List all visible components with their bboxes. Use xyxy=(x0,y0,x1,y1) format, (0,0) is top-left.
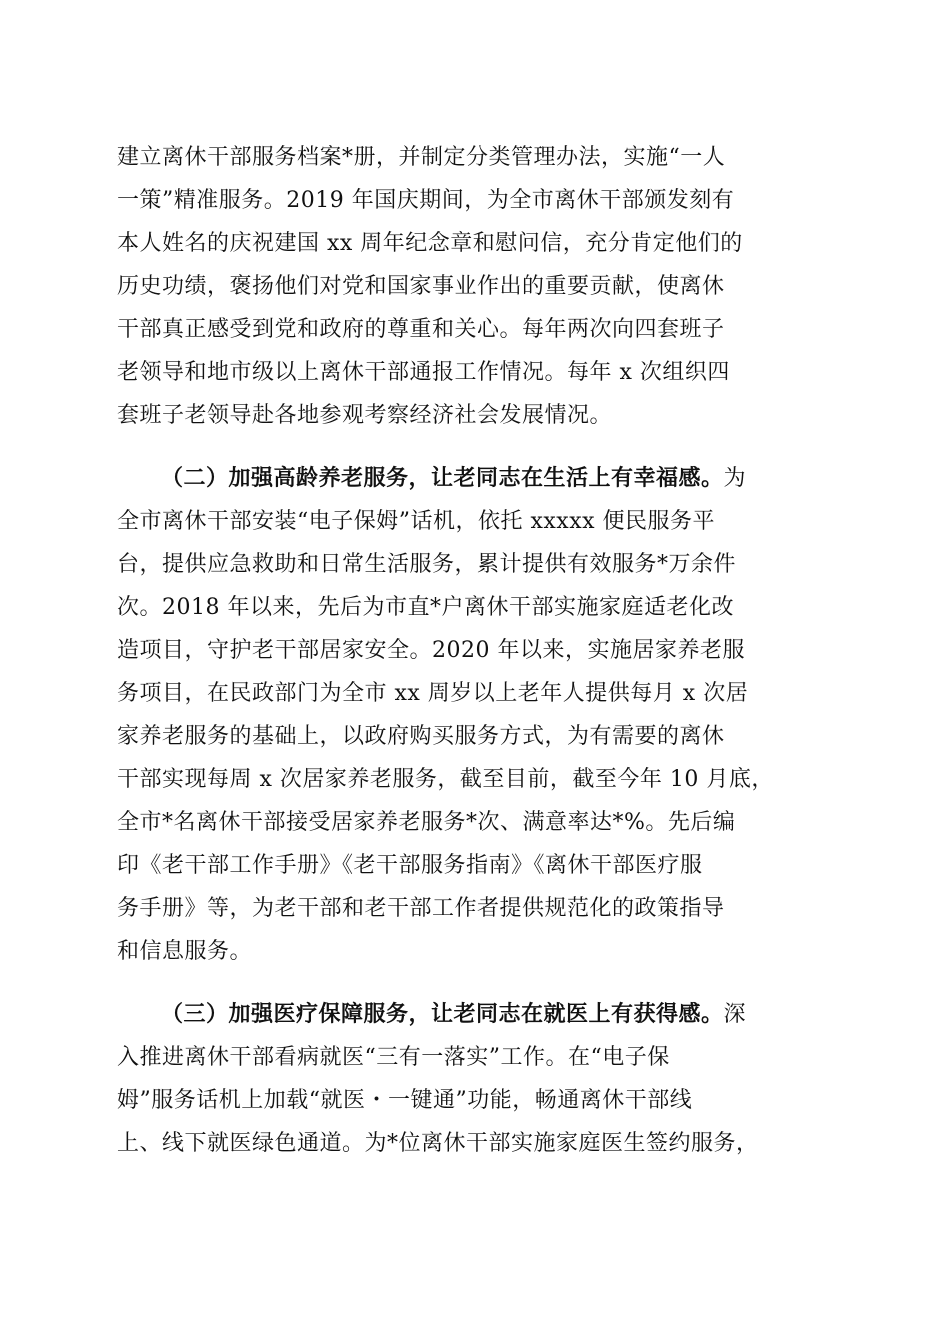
text-line: 上、线下就医绿色通道。为*位离休干部实施家庭医生签约服务， xyxy=(117,1131,759,1156)
paragraph-2 xyxy=(117,457,833,973)
paragraph-3-first-line xyxy=(117,993,833,1036)
paragraph-3 xyxy=(117,993,833,1165)
text-line: 老领导和地市级以上离休干部通报工作情况。每年 x 次组织四 xyxy=(117,360,730,385)
text-line: 干部实现每周 x 次居家养老服务，截至目前，截至今年 10 月底， xyxy=(117,767,774,792)
document-body xyxy=(117,136,833,1165)
text-line: 干部真正感受到党和政府的尊重和关心。每年两次向四套班子 xyxy=(117,317,725,342)
text-line: 务手册》等，为老干部和老干部工作者提供规范化的政策指导 xyxy=(117,896,725,921)
text-fragment: 深 xyxy=(723,1002,747,1027)
section-heading: （二）加强高龄养老服务，让老同志在生活上有幸福感。 xyxy=(161,465,724,491)
text-line: 印《老干部工作手册》《老干部服务指南》《离休干部医疗服 xyxy=(117,853,703,878)
text-line: 家养老服务的基础上，以政府购买服务方式，为有需要的离休 xyxy=(117,724,725,749)
section-heading: （三）加强医疗保障服务，让老同志在就医上有获得感。 xyxy=(161,1001,724,1027)
text-line: 建立离休干部服务档案*册，并制定分类管理办法，实施“一人 xyxy=(117,145,726,170)
text-line: 造项目，守护老干部居家安全。2020 年以来，实施居家养老服 xyxy=(117,638,745,663)
text-line: 套班子老领导赴各地参观考察经济社会发展情况。 xyxy=(117,403,613,428)
paragraph-2-first-line xyxy=(117,457,833,500)
text-line: 历史功绩，褒扬他们对党和国家事业作出的重要贡献，使离休 xyxy=(117,274,725,299)
text-line: 台，提供应急救助和日常生活服务，累计提供有效服务*万余件 xyxy=(117,552,737,577)
text-line: 姆”服务话机上加载“就医・一键通”功能，畅通离休干部线 xyxy=(117,1088,693,1113)
text-line: 和信息服务。 xyxy=(117,939,253,964)
text-line: 一策”精准服务。2019 年国庆期间，为全市离休干部颁发刻有 xyxy=(117,188,735,213)
text-line: 次。2018 年以来，先后为市直*户离休干部实施家庭适老化改 xyxy=(117,595,734,620)
text-line: 全市*名离休干部接受居家养老服务*次、满意率达*%。先后编 xyxy=(117,810,736,835)
text-line: 本人姓名的庆祝建国 xx 周年纪念章和慰问信，充分肯定他们的 xyxy=(117,231,743,256)
text-line: 务项目，在民政部门为全市 xx 周岁以上老年人提供每月 x 次居 xyxy=(117,681,749,706)
paragraph-1 xyxy=(117,136,833,437)
text-line: 全市离休干部安装“电子保姆”话机，依托 xxxxx 便民服务平 xyxy=(117,509,716,534)
text-line: 入推进离休干部看病就医“三有一落实”工作。在“电子保 xyxy=(117,1045,670,1070)
text-fragment: 为 xyxy=(723,466,747,491)
